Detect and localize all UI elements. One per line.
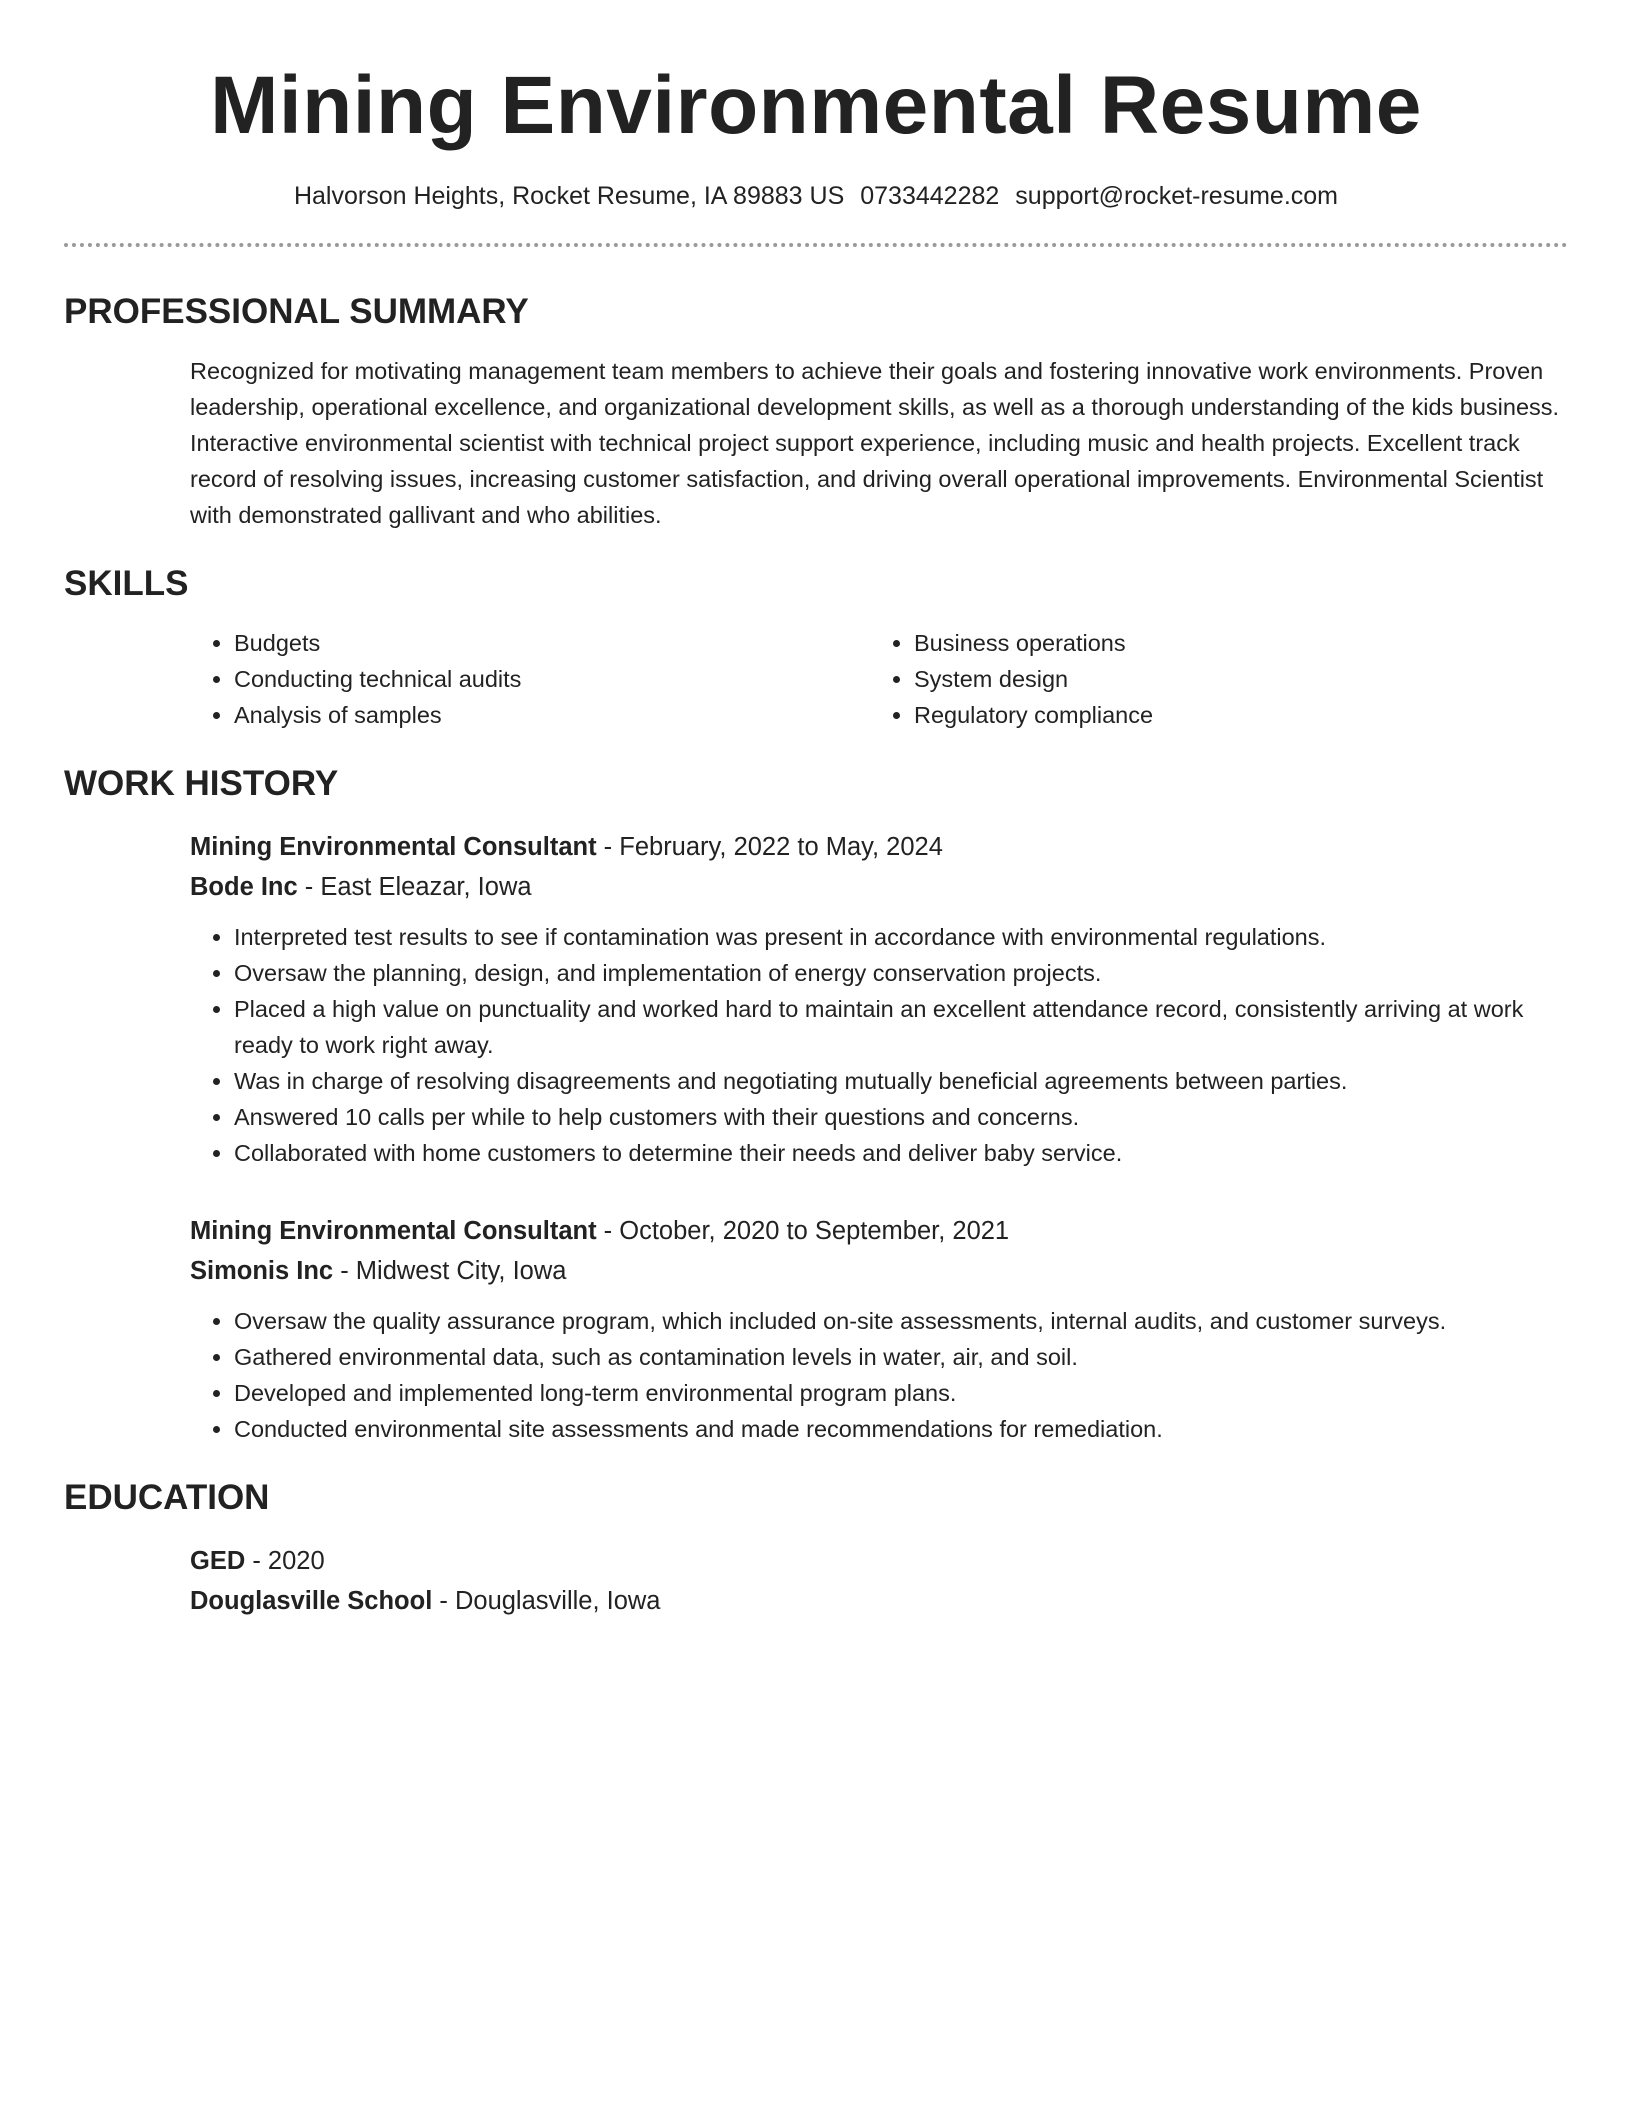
job-company: Bode Inc: [190, 873, 298, 901]
education-degree-line: [190, 1541, 1568, 1581]
job-entry: [190, 827, 1568, 1171]
skills-column-left: [190, 625, 870, 733]
job-entry: [190, 1211, 1568, 1447]
job-bullet: • Answered 10 calls per while to help customers with their questions and concerns.: [234, 1099, 1568, 1135]
skill-item: • Analysis of samples: [234, 697, 870, 733]
job-title-line: [190, 827, 1568, 867]
education-location: - Douglasville, Iowa: [432, 1587, 661, 1615]
job-bullet: • Conducted environmental site assessments and made recommendations for remediation.: [234, 1411, 1568, 1447]
header-divider: [64, 243, 1568, 247]
skill-item: • System design: [914, 661, 1550, 697]
section-title-summary: PROFESSIONAL SUMMARY: [64, 292, 529, 331]
skill-item: • Regulatory compliance: [914, 697, 1550, 733]
job-bullet: • Gathered environmental data, such as contamination levels in water, air, and soil.: [234, 1339, 1568, 1375]
job-bullet: • Placed a high value on punctuality and worked hard to maintain an excellent attendance record, consistently arriving at work ready to work right away.: [234, 991, 1568, 1063]
education-school: Douglasville School: [190, 1587, 433, 1615]
section-title-work-history: WORK HISTORY: [64, 764, 339, 803]
job-bullets: [190, 1303, 1568, 1447]
contact-line: [64, 180, 1568, 212]
education-school-line: [190, 1581, 1568, 1621]
summary-text: Recognized for motivating management team members to achieve their goals and fostering innovative work environments. Proven leadership, operational excellence, and organizational development skills, as well as a thorough understanding of the kids business. Interactive environmental scientist with technical project support experience, including music and health projects. Excellent track record of resolving issues, increasing customer satisfaction, and driving overall operational improvements. Environmental Scientist with demonstrated gallivant and who abilities.: [190, 358, 1560, 528]
resume-page: [64, 0, 1568, 1621]
education-year: - 2020: [245, 1547, 325, 1575]
section-title-education: EDUCATION: [64, 1478, 270, 1517]
contact-address: Halvorson Heights, Rocket Resume, IA 89883 US: [293, 182, 845, 210]
contact-email: support@rocket-resume.com: [1015, 182, 1339, 210]
job-bullets: [190, 919, 1568, 1171]
job-dates: - October, 2020 to September, 2021: [596, 1217, 1010, 1245]
job-company-line: [190, 867, 1568, 907]
education-entry: [190, 1541, 1568, 1621]
job-title-line: [190, 1211, 1568, 1251]
job-location: - Midwest City, Iowa: [333, 1257, 567, 1285]
job-bullet: • Was in charge of resolving disagreements and negotiating mutually beneficial agreements between parties.: [234, 1063, 1568, 1099]
job-bullet: • Developed and implemented long-term environmental program plans.: [234, 1375, 1568, 1411]
job-bullet: • Collaborated with home customers to determine their needs and deliver baby service.: [234, 1135, 1568, 1171]
job-role: Mining Environmental Consultant: [190, 1217, 597, 1245]
skill-item: • Business operations: [914, 625, 1550, 661]
job-dates: - February, 2022 to May, 2024: [596, 833, 943, 861]
job-bullet: • Oversaw the planning, design, and implementation of energy conservation projects.: [234, 955, 1568, 991]
job-company: Simonis Inc: [190, 1257, 334, 1285]
job-role: Mining Environmental Consultant: [190, 833, 597, 861]
resume-name: Mining Environmental Resume: [210, 60, 1422, 151]
job-bullet: • Oversaw the quality assurance program, which included on-site assessments, internal audits, and customer surveys.: [234, 1303, 1568, 1339]
contact-phone: 0733442282: [860, 182, 1000, 210]
job-company-line: [190, 1251, 1568, 1291]
skills-column-right: [870, 625, 1550, 733]
education-degree: GED: [190, 1547, 246, 1575]
skills-list: [190, 625, 1568, 733]
section-title-skills: SKILLS: [64, 564, 189, 603]
job-bullet: • Interpreted test results to see if contamination was present in accordance with environmental regulations.: [234, 919, 1568, 955]
skill-item: • Budgets: [234, 625, 870, 661]
job-location: - East Eleazar, Iowa: [297, 873, 532, 901]
skill-item: • Conducting technical audits: [234, 661, 870, 697]
